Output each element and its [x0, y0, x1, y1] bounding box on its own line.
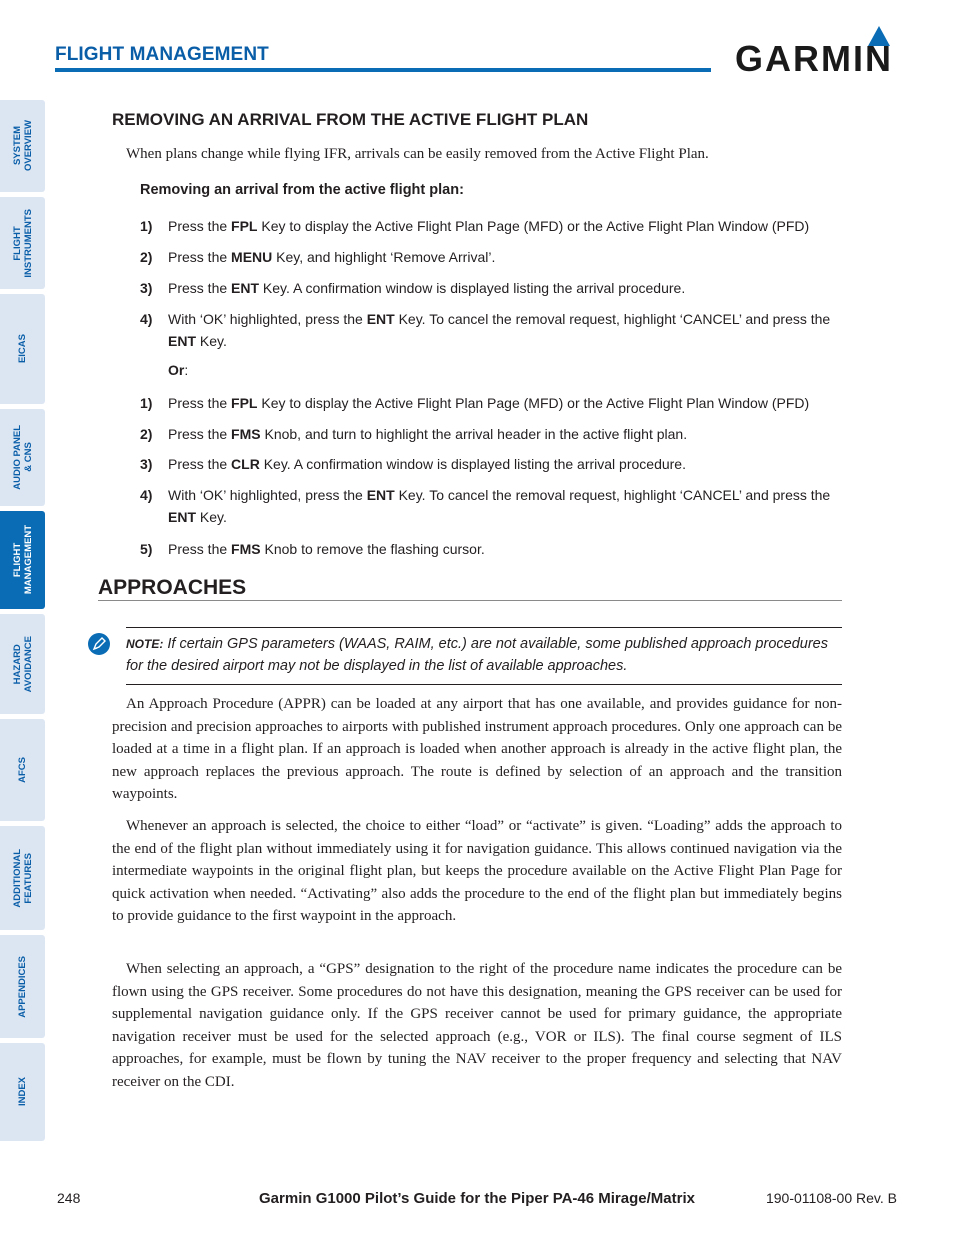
- tab-audio-panel-cns[interactable]: AUDIO PANEL & CNS: [0, 409, 45, 506]
- tab-appendices[interactable]: APPENDICES: [0, 935, 45, 1038]
- paragraph-gps-designation: When selecting an approach, a “GPS” designation to the right of the procedure name indicates the procedure can be flown using the GPS receiver. Some procedures do not have this designation, meaning the GPS receiver can be used for supplemental navigation guidance only. If the GPS receiver cannot be used for primary guidance, the appropriate navigation receiver must be used for the selected approach (e.g., VOR or ILS). The final course segment of ILS approaches, for example, must be flown by tuning the NAV receiver to the proper frequency and selecting that NAV receiver on the CDI.: [112, 961, 842, 1090]
- tab-index[interactable]: INDEX: [0, 1043, 45, 1141]
- heading-rule: [98, 600, 842, 601]
- key-fpl: FPL: [231, 218, 258, 234]
- section-heading-approaches: APPROACHES: [98, 576, 247, 599]
- key-fpl: FPL: [231, 395, 258, 411]
- paragraph-approach-procedure: An Approach Procedure (APPR) can be loaded at any airport that has one available, and provides guidance for non-precision and precision approaches to airports with published instrument approach procedures. Only one approach can be loaded at a time in a flight plan. If an approach is loaded when another approach is already in the active flight plan, the new approach replaces the previous approach. The route is defined by selection of an approach and the transition waypoints.: [112, 696, 842, 802]
- garmin-logo: GARMIN: [735, 38, 893, 79]
- tab-hazard-avoidance[interactable]: HAZARD AVOIDANCE: [0, 614, 45, 714]
- key-menu: MENU: [231, 249, 273, 265]
- key-ent: ENT: [366, 487, 395, 503]
- note-pencil-icon: [88, 633, 110, 655]
- tab-flight-management[interactable]: FLIGHT MANAGEMENT: [0, 511, 45, 609]
- paragraph-load-activate: Whenever an approach is selected, the choice to either “load” or “activate” is given. “Loading” adds the approach to the end of the flight plan without immediately using it for navigation guidance. This allows continued navigation via the intermediate waypoints in the original flight plan, but keeps the procedure available on the Active Flight Plan Page for quick activation when needed. “Activating” also adds the procedure to the end of the flight plan but immediately begins to provide guidance to the first waypoint in the approach.: [112, 818, 842, 924]
- key-clr: CLR: [231, 456, 260, 472]
- tab-eicas[interactable]: EICAS: [0, 294, 45, 404]
- tab-additional-features[interactable]: ADDITIONAL FEATURES: [0, 826, 45, 930]
- key-ent: ENT: [168, 333, 196, 349]
- note-text: NOTE: If certain GPS parameters (WAAS, RAIM, etc.) are not available, some published approach procedures for the desired airport may not be displayed in the list of available approaches.: [126, 636, 828, 674]
- note-rule-top: [126, 627, 842, 628]
- key-ent: ENT: [168, 509, 196, 525]
- section-title: FLIGHT MANAGEMENT: [55, 44, 269, 65]
- key-fms: FMS: [231, 426, 261, 442]
- intro-text: When plans change while flying IFR, arrivals can be easily removed from the Active Flight Plan.: [126, 146, 709, 162]
- document-number: 190-01108-00 Rev. B: [765, 1190, 897, 1206]
- or-separator: Or:: [168, 362, 189, 378]
- header-rule: [55, 68, 711, 72]
- tab-flight-instruments[interactable]: FLIGHT INSTRUMENTS: [0, 197, 45, 289]
- section-heading-removing-arrival: REMOVING AN ARRIVAL FROM THE ACTIVE FLIGHT PLAN: [112, 110, 589, 129]
- procedure-title: Removing an arrival from the active flight plan:: [140, 182, 464, 198]
- note-rule-bottom: [126, 684, 842, 685]
- key-fms: FMS: [231, 541, 261, 557]
- note-label: NOTE:: [126, 637, 164, 651]
- key-ent: ENT: [231, 280, 260, 296]
- page-number: 248: [57, 1190, 81, 1206]
- tab-afcs[interactable]: AFCS: [0, 719, 45, 821]
- key-ent: ENT: [366, 311, 395, 327]
- tab-system-overview[interactable]: SYSTEM OVERVIEW: [0, 100, 45, 192]
- footer-title: Garmin G1000 Pilot’s Guide for the Piper PA-46 Mirage/Matrix: [259, 1190, 695, 1207]
